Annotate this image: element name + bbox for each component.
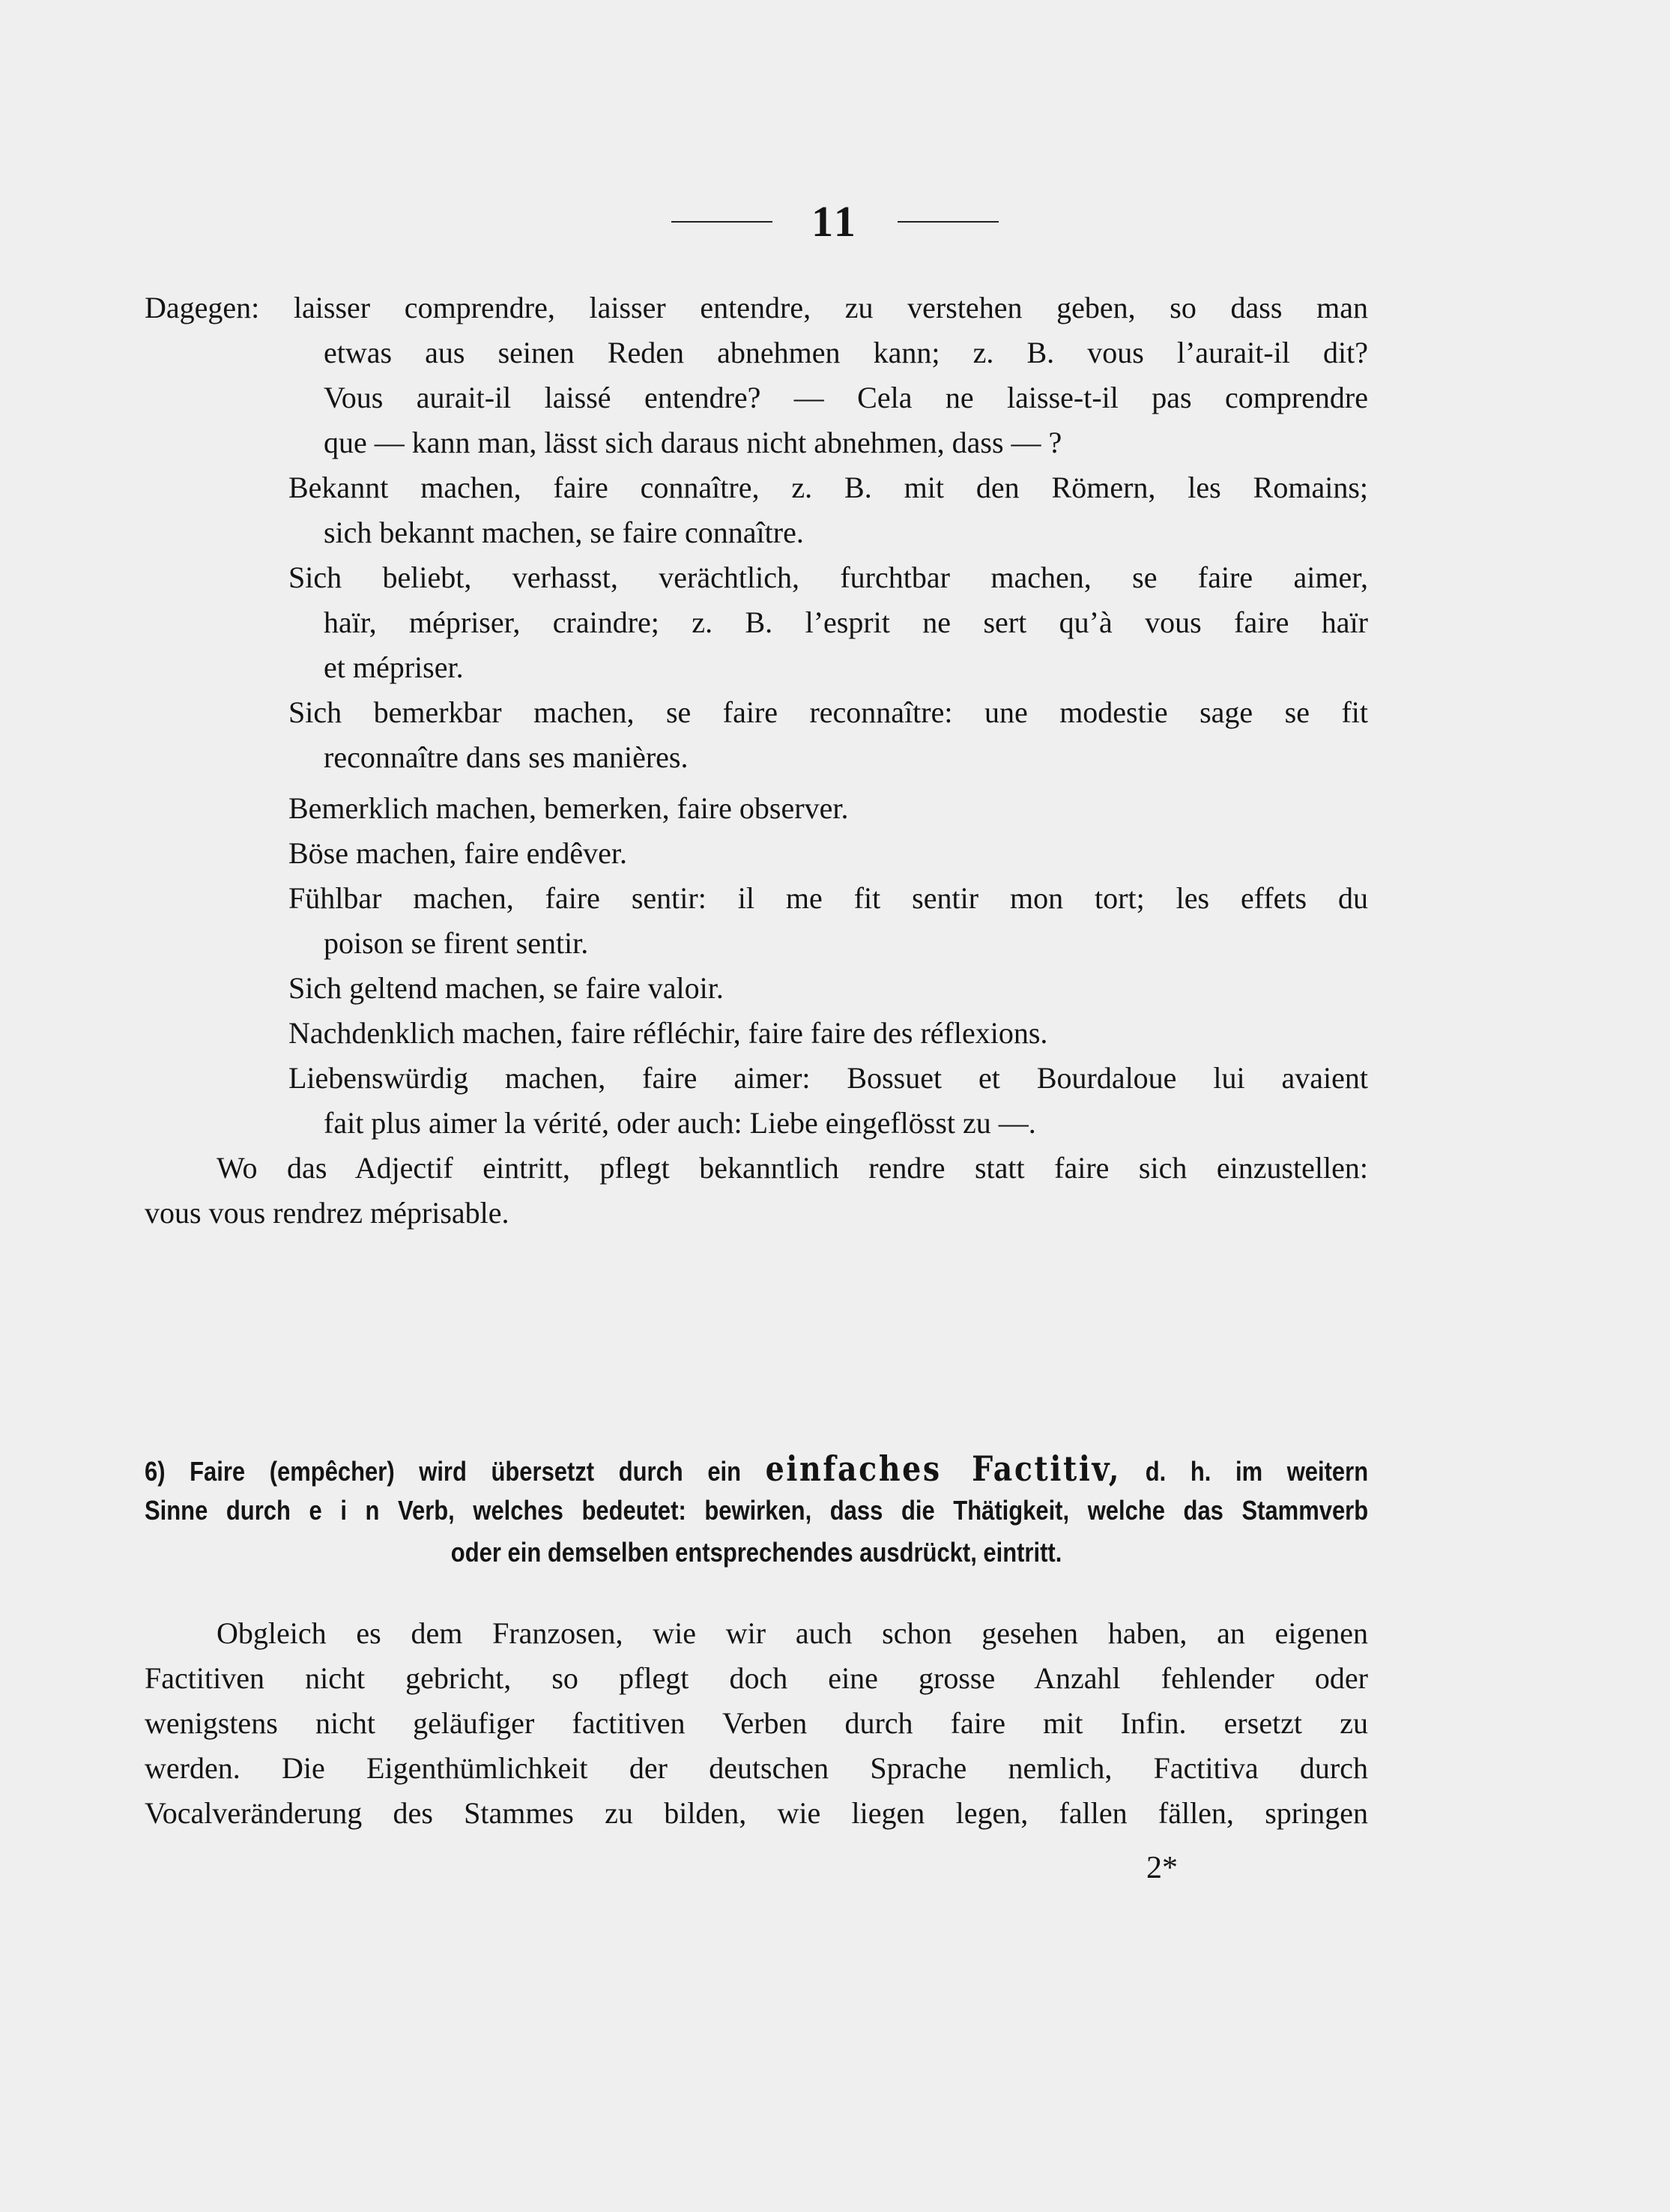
text-line: reconnaître dans ses manières. [324,740,689,774]
page-number: 11 [811,197,859,246]
text-line: Sich beliebt, verhasst, verächtlich, furchtbar machen, se faire aimer, [288,560,1368,594]
text-line: poison se firent sentir. [324,926,589,960]
text-line: sich bekannt machen, se faire connaître. [324,516,804,549]
header-rule-right [898,221,999,223]
text-line: Fühlbar machen, faire sentir: il me fit sentir mon tort; les effets du [288,881,1368,915]
text-line: Dagegen: laisser comprendre, laisser entendre, zu verstehen geben, so dass man [145,291,1368,324]
section-heading-pre: 6) Faire (empêcher) wird übersetzt durch ein [145,1456,742,1487]
text-line: fait plus aimer la vérité, oder auch: Liebe eingeflösst zu —. [324,1106,1036,1140]
text-line: Sich geltend machen, se faire valoir. [288,971,724,1005]
header-rule-left [671,221,772,223]
section-heading-line: oder ein demselben entsprechendes ausdrückt, eintritt. [450,1537,1062,1568]
text-line: Vous aurait-il laissé entendre? — Cela ne laisse-t-il pas comprendre [324,381,1368,414]
text-line: etwas aus seinen Reden abnehmen kann; z. B. vous l’aurait-il dit? [324,336,1368,369]
text-line: werden. Die Eigenthümlichkeit der deutschen Sprache nemlich, Factitiva durch [145,1751,1368,1785]
text-line: haïr, mépriser, craindre; z. B. l’esprit ne sert qu’à vous faire haïr [324,605,1368,639]
text-line: Bekannt machen, faire connaître, z. B. mit den Römern, les Romains; [288,471,1368,504]
section-heading-line [145,1450,1368,1487]
text-line: Liebenswürdig machen, faire aimer: Bossuet et Bourdaloue lui avaient [288,1061,1368,1095]
page-header [0,196,1670,247]
text-line: et mépriser. [324,650,464,684]
text-line: Sich bemerkbar machen, se faire reconnaître: une modestie sage se fit [288,695,1368,729]
section-heading-post: d. h. im weitern [1145,1456,1369,1487]
text-line: que — kann man, lässt sich daraus nicht abnehmen, dass — ? [324,426,1062,459]
text-line: Nachdenklich machen, faire réfléchir, faire faire des réflexions. [288,1016,1048,1050]
text-line: Factitiven nicht gebricht, so pflegt doch eine grosse Anzahl fehlender oder [145,1661,1368,1695]
text-line: Böse machen, faire endêver. [288,836,628,870]
text-line: Obgleich es dem Franzosen, wie wir auch schon gesehen haben, an eigenen [217,1616,1368,1650]
text-line: Wo das Adjectif eintritt, pflegt bekanntlich rendre statt faire sich einzustellen: [217,1151,1368,1185]
section-heading-emphasis: einfaches Factitiv, [765,1448,1122,1489]
signature-mark: 2* [1146,1851,1178,1885]
text-line: wenigstens nicht geläufiger factitiven Verben durch faire mit Infin. ersetzt zu [145,1706,1368,1740]
text-line: Vocalveränderung des Stammes zu bilden, wie liegen legen, fallen fällen, springen [145,1796,1368,1830]
text-line: Bemerklich machen, bemerken, faire observer. [288,791,849,825]
section-heading-line: Sinne durch e i n Verb, welches bedeutet: bewirken, dass die Thätigkeit, welche das Stammverb [145,1495,1369,1526]
text-line: vous vous rendrez méprisable. [145,1196,509,1230]
